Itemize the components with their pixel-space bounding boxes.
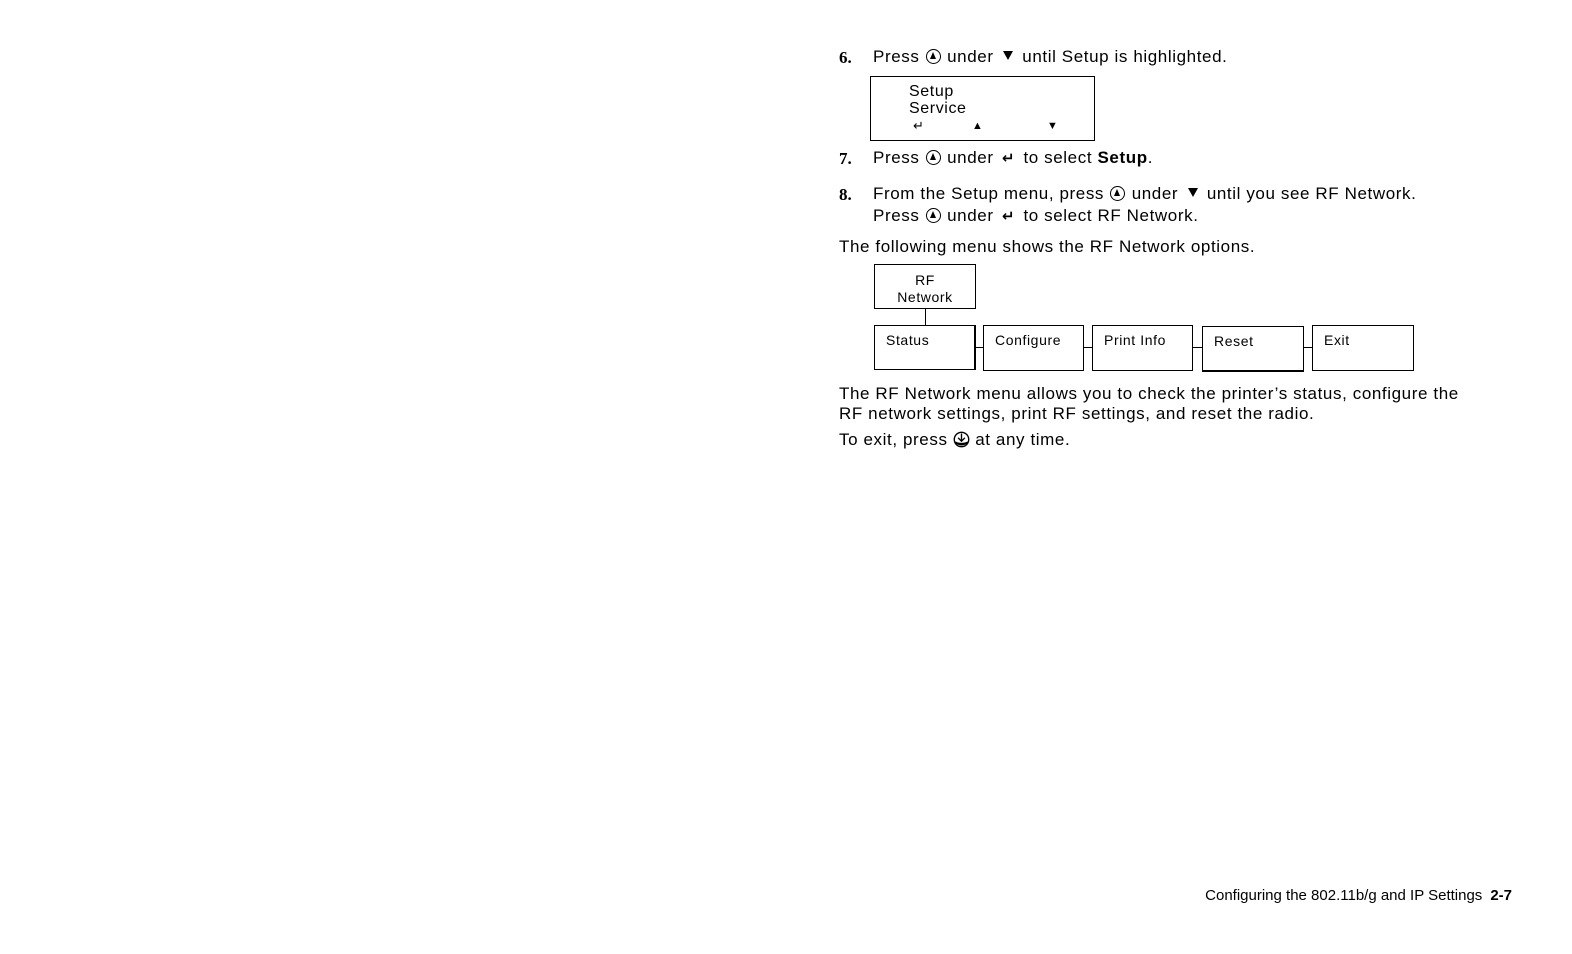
step-6-text	[873, 47, 1227, 67]
description-line2: RF network settings, print RF settings, and reset the radio.	[839, 404, 1315, 423]
menu-item-label: Configure	[995, 332, 1062, 348]
step-text-fragment: until you see RF Network.	[1206, 184, 1417, 203]
step-text-fragment: Press	[873, 148, 920, 167]
menu-item-status	[874, 325, 976, 370]
lcd-line-service: Service	[909, 100, 967, 117]
up-button-icon	[1110, 186, 1125, 201]
menu-item-label: Status	[886, 332, 930, 348]
up-arrow-icon: ▲	[972, 120, 984, 132]
step-text-fragment: From the Setup menu, press	[873, 184, 1105, 203]
menu-item-reset	[1202, 326, 1304, 372]
enter-icon: ↵	[1001, 150, 1016, 167]
step-number: 7.	[839, 149, 852, 168]
menu-intro: The following menu shows the RF Network options.	[839, 237, 1256, 256]
lcd-display	[870, 76, 1095, 141]
step-text-fragment: Press	[873, 206, 920, 225]
up-button-icon	[926, 49, 941, 64]
exit-text-fragment: To exit, press	[839, 430, 948, 449]
menu-root-line2: Network	[897, 289, 953, 305]
enter-icon: ↵	[913, 118, 925, 133]
exit-text-fragment: at any time.	[975, 430, 1071, 449]
tree-connector	[1193, 347, 1202, 348]
menu-item-print-info	[1092, 325, 1193, 371]
lcd-line-setup: Setup	[909, 83, 954, 100]
step-number: 6.	[839, 48, 852, 67]
down-arrow-icon: ▼	[1047, 120, 1059, 132]
step-text-fragment: .	[1147, 148, 1154, 167]
exit-instruction	[839, 430, 1070, 450]
step-8-line1	[873, 184, 1416, 204]
tree-connector	[976, 347, 983, 348]
menu-item-configure	[983, 325, 1084, 371]
description-line1: The RF Network menu allows you to check the printer’s status, configure the	[839, 384, 1459, 403]
menu-root-line1: RF	[915, 272, 935, 288]
step-text-fragment: to select RF Network.	[1023, 206, 1199, 225]
up-button-icon	[926, 208, 941, 223]
step-text-fragment: under	[947, 47, 994, 66]
menu-item-label: Exit	[1324, 332, 1350, 348]
step-text-fragment: under	[947, 148, 994, 167]
tree-connector	[1304, 347, 1312, 348]
tree-connector	[925, 309, 926, 325]
down-arrow-icon	[1003, 51, 1013, 60]
menu-item-label: Reset	[1214, 333, 1254, 349]
step-8-line2	[873, 206, 1199, 227]
page-footer	[1205, 887, 1512, 904]
step-text-fragment: to select	[1023, 148, 1093, 167]
footer-title: Configuring the 802.11b/g and IP Settings	[1205, 887, 1483, 904]
menu-item-label: Print Info	[1104, 332, 1167, 348]
down-arrow-icon	[1188, 188, 1198, 197]
tree-connector	[1084, 347, 1092, 348]
page-number: 2-7	[1490, 887, 1512, 904]
step-text-fragment: Press	[873, 47, 920, 66]
menu-root-rf-network	[874, 264, 976, 309]
setup-emphasis: Setup	[1097, 148, 1148, 167]
step-number: 8.	[839, 185, 852, 204]
escape-button-icon	[953, 431, 970, 448]
step-text-fragment: under	[947, 206, 994, 225]
menu-item-exit	[1312, 325, 1414, 371]
up-button-icon	[926, 150, 941, 165]
step-7-text	[873, 148, 1153, 169]
step-text-fragment: under	[1131, 184, 1179, 203]
enter-icon: ↵	[1001, 208, 1016, 225]
step-text-fragment: until Setup is highlighted.	[1022, 47, 1228, 66]
